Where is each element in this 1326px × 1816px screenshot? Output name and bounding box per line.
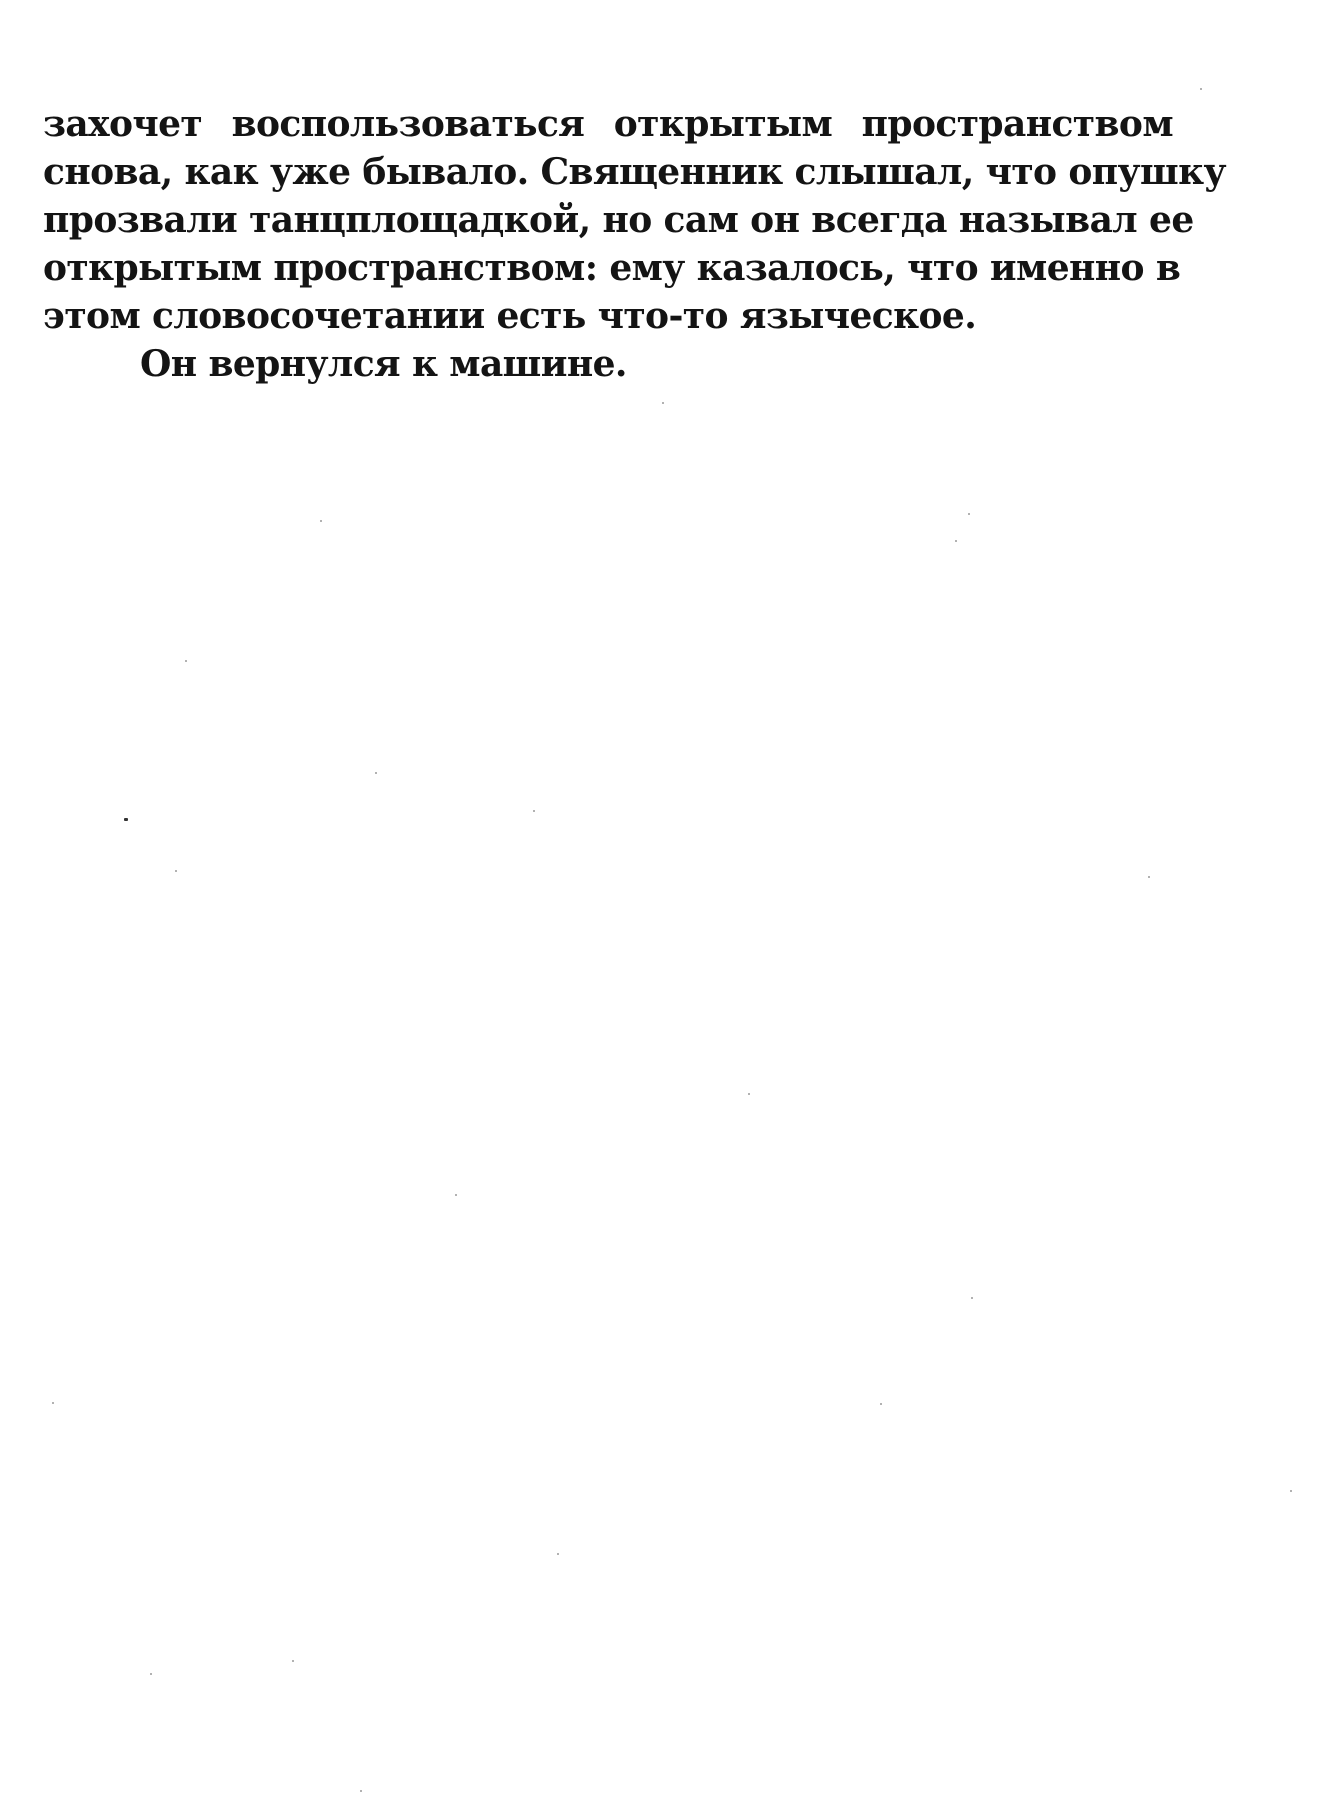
scan-speck bbox=[533, 810, 535, 812]
scan-speck bbox=[292, 1660, 294, 1662]
scan-speck bbox=[1200, 88, 1202, 90]
text-line: снова, как уже бывало. Священник слышал, что опушку bbox=[43, 151, 1226, 193]
text-line: этом словосочетании есть что-то языческое. bbox=[43, 295, 977, 337]
scan-speck bbox=[1148, 876, 1150, 878]
scan-speck bbox=[124, 818, 128, 821]
scan-speck bbox=[748, 1093, 750, 1095]
scan-speck bbox=[968, 513, 970, 515]
scan-speck bbox=[185, 660, 187, 662]
scan-speck bbox=[880, 1403, 882, 1405]
scan-speck bbox=[360, 1790, 362, 1792]
scan-speck bbox=[1290, 1490, 1292, 1492]
scan-speck bbox=[955, 540, 957, 542]
scan-speck bbox=[971, 1297, 973, 1299]
scan-speck bbox=[52, 1402, 54, 1404]
text-line: захочет воспользоваться открытым пространством bbox=[43, 103, 1173, 145]
scan-speck bbox=[175, 870, 177, 872]
scan-speck bbox=[455, 1194, 457, 1196]
scan-speck bbox=[557, 1553, 559, 1555]
scan-speck bbox=[375, 772, 377, 774]
scan-speck bbox=[662, 402, 664, 404]
text-line: открытым пространством: ему казалось, что именно в bbox=[43, 247, 1181, 289]
paragraph-line: Он вернулся к машине. bbox=[140, 343, 627, 385]
scan-speck bbox=[150, 1673, 152, 1675]
scan-speck bbox=[320, 520, 322, 522]
text-line: прозвали танцплощадкой, но сам он всегда называл ее bbox=[43, 199, 1194, 241]
page-text bbox=[43, 100, 1226, 388]
